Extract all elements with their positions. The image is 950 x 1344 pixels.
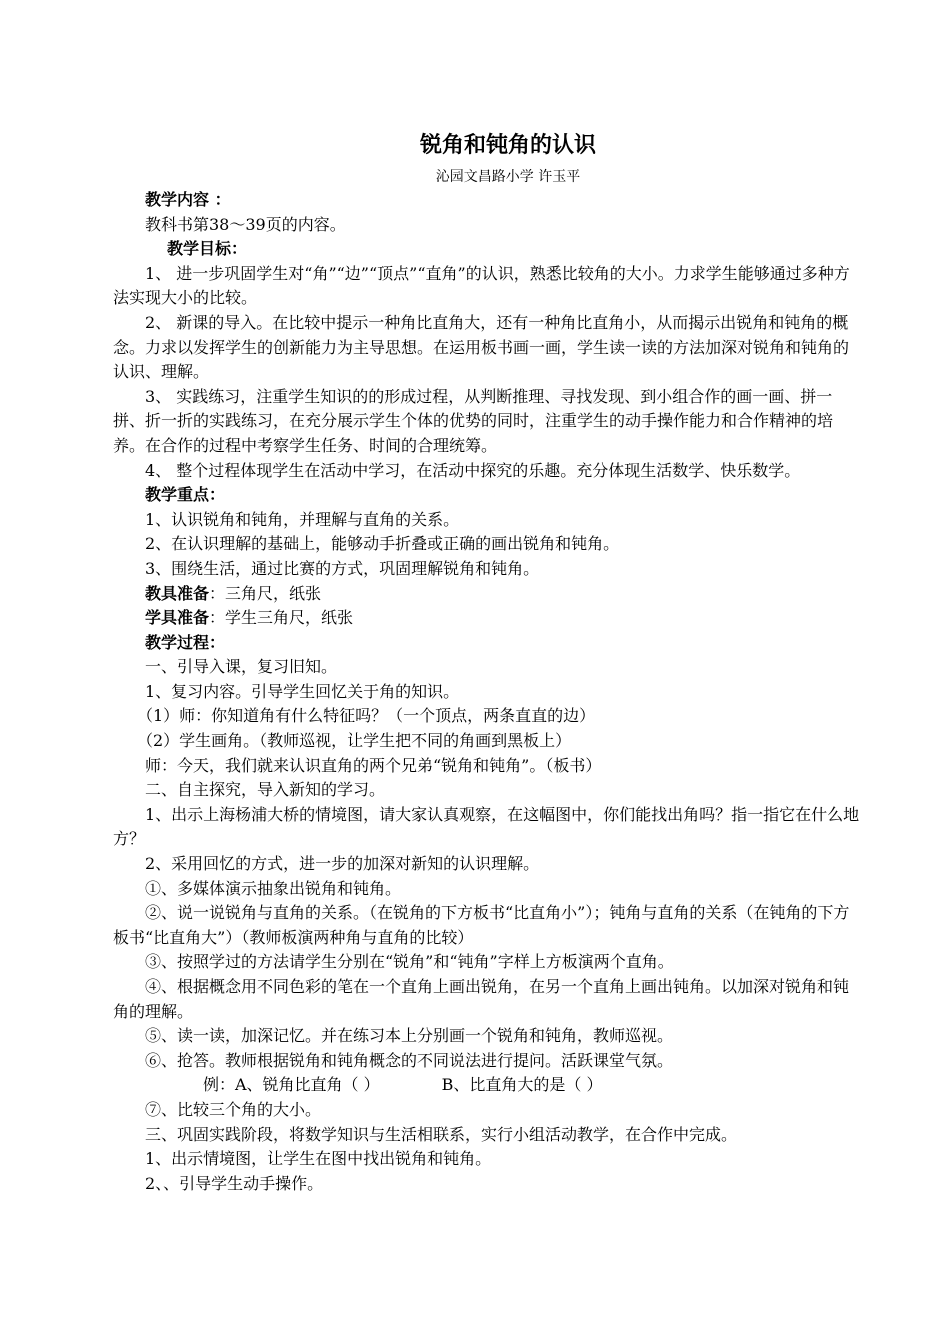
example-line (113, 1073, 863, 1098)
process-line: 2、采用回忆的方式，进一步的加深对新知的认识理解。 (145, 854, 540, 874)
process-line: 1、出示情境图，让学生在图中找出锐角和钝角。 (145, 1149, 492, 1169)
process-line: ⑥、抢答。教师根据锐角和钝角概念的不同说法进行提问。活跃课堂气氛。 (145, 1050, 674, 1070)
process-line: 2、、引导学生动手操作。 (145, 1173, 324, 1193)
example-a: 例：A、锐角比直角（ ） (203, 1075, 380, 1095)
process-line: 1、出示上海杨浦大桥的情境图，请大家认真观察，在这幅图中，你们能找出角吗？指一指它在什么地方？ (113, 804, 860, 849)
process-line: 三、巩固实践阶段，将数学知识与生活相联系，实行小组活动教学，在合作中完成。 (145, 1124, 738, 1144)
teacher-tools (113, 582, 863, 607)
process-line: 1、复习内容。引导学生回忆关于角的知识。 (145, 681, 460, 701)
author-line: 沁园文昌路小学 许玉平 (435, 169, 581, 185)
document-page (113, 128, 863, 1196)
goals-heading: 教学目标： (167, 239, 248, 259)
content-text: 教科书第38～39页的内容。 (145, 214, 346, 234)
goal-item: 3、 实践练习，注重学生知识的的形成过程，从判断推理、寻找发现、到小组合作的画一画、拼一拼、折一折的实践练习，在充分展示学生个体的优势的同时，注重学生的动手操作能力和合作精神的培养。在合作的过程中考察学生任务、时间的合理统筹。 (113, 386, 834, 455)
process-line: ②、说一说锐角与直角的关系。（在锐角的下方板书“比直角小”）；钝角与直角的关系（在钝角的下方板书“比直角大”）（教师板演两种角与直角的比较） (113, 903, 850, 947)
key-heading: 教学重点： (145, 485, 226, 505)
key-point: 3、围绕生活，通过比赛的方式，巩固理解锐角和钝角。 (145, 558, 540, 578)
process-heading: 教学过程： (145, 632, 226, 652)
student-tools-text: ：学生三角尺，纸张 (209, 608, 354, 628)
goal-item: 4、 整个过程体现学生在活动中学习，在活动中探究的乐趣。充分体现生活数学、快乐数学。 (145, 460, 801, 480)
process-line: 一、引导入课，复习旧知。 (145, 657, 338, 677)
process-line: 师：今天，我们就来认识直角的两个兄弟“锐角和钝角”。（板书） (145, 755, 602, 775)
student-tools (113, 606, 863, 631)
process-line: ①、多媒体演示抽象出锐角和钝角。 (145, 878, 402, 898)
process-line: ⑤、读一读，加深记忆。并在练习本上分别画一个锐角和钝角，教师巡视。 (145, 1026, 674, 1046)
key-point: 1、认识锐角和钝角，并理解与直角的关系。 (145, 509, 460, 529)
teacher-tools-text: ：三角尺，纸张 (209, 583, 322, 603)
process-line: 二、自主探究，导入新知的学习。 (145, 780, 386, 800)
goal-item: 1、 进一步巩固学生对“角”“边”“顶点”“直角”的认识，熟悉比较角的大小。力求学生能够通过多种方法实现大小的比较。 (113, 263, 850, 308)
goal-item: 2、 新课的导入。在比较中提示一种角比直角大，还有一种角比直角小，从而揭示出锐角和钝角的概念。力求以发挥学生的创新能力为主导思想。在运用板书画一画，学生读一读的方法加深对锐角和钝角的认识、理解。 (113, 312, 850, 382)
process-line: ③、按照学过的方法请学生分别在“锐角”和“钝角”字样上方板演两个直角。 (145, 952, 674, 972)
example-b: B、比直角大的是（ ） (441, 1075, 603, 1095)
key-point: 2、在认识理解的基础上，能够动手折叠或正确的画出锐角和钝角。 (145, 534, 620, 554)
teacher-tools-label: 教具准备 (145, 583, 210, 603)
process-line: ④、根据概念用不同色彩的笔在一个直角上画出锐角，在另一个直角上画出钝角。以加深对锐角和钝角的理解。 (113, 977, 850, 1021)
content-heading: 教学内容 ： (145, 190, 231, 209)
document-title: 锐角和钝角的认识 (419, 132, 596, 158)
process-line: ⑦、比较三个角的大小。 (145, 1099, 322, 1119)
student-tools-label: 学具准备 (145, 608, 210, 628)
process-line: （1）师：你知道角有什么特征吗？（一个顶点，两条直直的边） (137, 706, 596, 726)
process-line: （2）学生画角。（教师巡视，让学生把不同的角画到黑板上） (137, 731, 572, 751)
